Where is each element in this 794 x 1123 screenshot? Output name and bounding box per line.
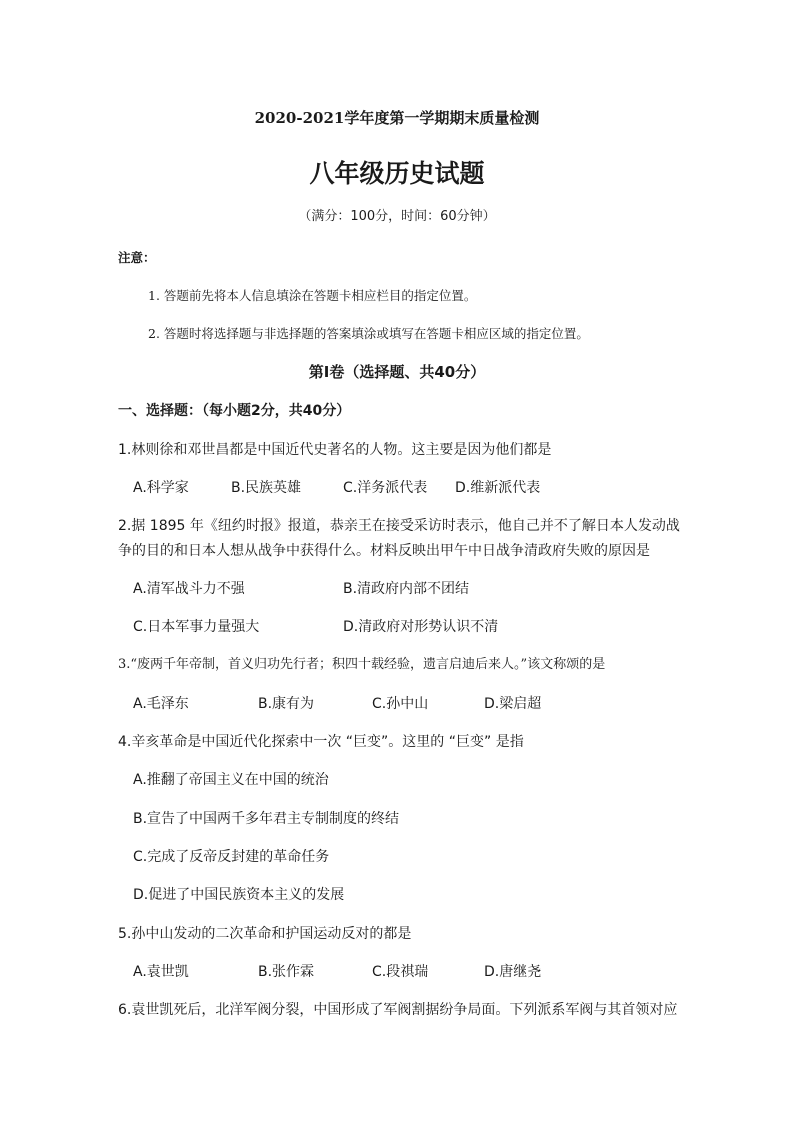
option-b: B.康有为: [258, 696, 315, 712]
exam-title: 2020-2021学年度第一学期期末质量检测: [254, 109, 540, 127]
option-d: D.促进了中国民族资本主义的发展: [133, 887, 345, 903]
option-a: A.推翻了帝国主义在中国的统治: [133, 772, 329, 788]
subject-title: 八年级历史试题: [309, 159, 485, 188]
option-c: C.洋务派代表: [343, 480, 428, 496]
option-c: C.日本军事力量强大: [133, 619, 260, 635]
notice-item: 2. 答题时将选择题与非选择题的答案填涂或填写在答题卡相应区域的指定位置。: [148, 326, 589, 341]
option-a: A.袁世凯: [133, 964, 189, 980]
volume-title: 第Ⅰ卷（选择题、共40分）: [308, 363, 486, 381]
question-stem: 4.辛亥革命是中国近代化探索中一次 “巨变”。这里的 “巨变” 是指: [118, 734, 524, 750]
option-d: D.梁启超: [484, 696, 542, 712]
question-stem: 3.“废两千年帝制，首义归功先行者；积四十载经验，遗言启迪后来人。”该文称颂的是: [118, 657, 606, 672]
option-b: B.民族英雄: [231, 480, 302, 496]
option-c: C.段祺瑞: [372, 964, 429, 980]
exam-meta: （满分：100分，时间：60分钟）: [298, 209, 496, 224]
part-title: 一、选择题：（每小题2分，共40分）: [118, 403, 351, 419]
option-b: B.张作霖: [258, 964, 315, 980]
question-stem: 2.据 1895 年《纽约时报》报道，恭亲王在接受采访时表示，他自己并不了解日本人发动战: [118, 518, 680, 534]
question-stem: 5.孙中山发动的二次革命和护国运动反对的都是: [118, 926, 412, 942]
option-a: A.清军战斗力不强: [133, 581, 245, 597]
option-c: C.完成了反帝反封建的革命任务: [133, 849, 330, 865]
option-a: A.科学家: [133, 480, 189, 496]
option-d: D.维新派代表: [455, 480, 541, 496]
option-b: B.宣告了中国两千多年君主专制制度的终结: [133, 811, 400, 827]
option-d: D.清政府对形势认识不清: [343, 619, 499, 635]
notice-heading: 注意：: [118, 250, 156, 265]
option-c: C.孙中山: [372, 696, 429, 712]
question-stem: 争的目的和日本人想从战争中获得什么。材料反映出甲午中日战争清政府失败的原因是: [118, 543, 650, 559]
question-stem: 6.袁世凯死后，北洋军阀分裂，中国形成了军阀割据纷争局面。下列派系军阀与其首领对应: [118, 1002, 678, 1018]
question-stem: 1.林则徐和邓世昌都是中国近代史著名的人物。这主要是因为他们都是: [118, 442, 552, 458]
option-b: B.清政府内部不团结: [343, 581, 470, 597]
option-d: D.唐继尧: [484, 964, 542, 980]
option-a: A.毛泽东: [133, 696, 189, 712]
notice-item: 1. 答题前先将本人信息填涂在答题卡相应栏目的指定位置。: [148, 288, 477, 303]
